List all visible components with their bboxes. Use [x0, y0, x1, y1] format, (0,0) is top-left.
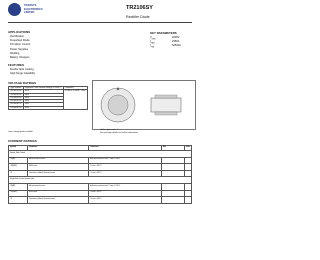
features-heading: FEATURES: [8, 63, 24, 67]
table-row: TR2106SY30 3000: [9, 106, 88, 109]
outline-caption-note: See package details for further information.: [100, 132, 139, 134]
column-header: Max.: [161, 146, 184, 151]
key-param-ifav: $I_{F(AV)}$ 2950A: [150, 40, 180, 45]
table-row: TR2106SY38 3800: [9, 93, 88, 96]
logo-text-2: ELECTRONICS: [24, 7, 43, 11]
voltage-ratings-table: [8, 86, 88, 110]
list-item: Double Side Cooling: [10, 68, 34, 71]
outline-caption: Outline type code : Y: [100, 129, 119, 131]
package-outline-frame: [92, 80, 196, 130]
table-row: I F(AV) Mean forward current Half wave resistive load, T case = 100°C: [9, 157, 192, 164]
table-row: I F Continuous (direct) forward current T case = 100°C: [9, 197, 192, 204]
voltage-ratings-heading: VOLTAGE RATINGS: [8, 81, 37, 85]
header-divider: [8, 22, 192, 23]
table-row: I F(AV) Mean forward current Half wave resistive load, T case = 100°C: [9, 183, 192, 190]
table-row: I F Continuous (direct) forward current T case = 100°C: [9, 170, 192, 177]
table-row: TR2106SY36 3600: [9, 96, 88, 99]
table-row: I F(RMS) RMS value T case = 100°C: [9, 164, 192, 171]
table-row: TR2106SY40 4000 V RSM = V RRM + 100V: [9, 90, 88, 93]
list-item: Power Supplies: [10, 47, 29, 51]
list-item: Welding: [10, 51, 20, 55]
table-row: TR2106SY34 3400: [9, 100, 88, 103]
logo-text-3: LIMITED: [24, 11, 35, 14]
list-item: Rectification: [10, 35, 25, 38]
conditions-cell: V RSM = V RRM + 100V: [63, 90, 87, 110]
column-header: Parameter: [27, 146, 88, 151]
column-header: Symbol: [9, 146, 28, 151]
list-item: Freewheel Diode: [10, 39, 30, 43]
current-ratings-table: [8, 145, 192, 204]
applications-list: [10, 35, 30, 60]
group-row: Double Side Cooled: [9, 151, 192, 158]
column-header: Units: [184, 146, 191, 151]
current-ratings-heading: CURRENT RATINGS: [8, 139, 37, 143]
key-parameters-heading: KEY PARAMETERS: [150, 31, 177, 35]
table-row: I F(RMS) RMS value T case = 100°C: [9, 190, 192, 197]
key-param-vrrm: $V_{RRM}$ 4000V: [150, 36, 180, 41]
group-row: Single Side Cooled (anode side): [9, 177, 192, 184]
logo-text-1: TRANSYS: [24, 4, 37, 7]
column-header: Type Number: [10, 87, 22, 89]
logo-emblem: [8, 3, 21, 16]
package-outline-drawing: [93, 81, 195, 129]
key-param-ifsm: $I_{FSM}$ 52500A: [150, 44, 181, 49]
document-subtitle: Rectifier Diode: [126, 15, 150, 19]
list-item: DC Motor Control: [10, 43, 31, 47]
voltage-note: Lower voltage grades available.: [8, 131, 34, 133]
column-header: Conditions: [63, 87, 87, 90]
applications-heading: APPLICATIONS: [8, 30, 31, 34]
features-list: [10, 68, 35, 76]
part-number: TR2106SY: [126, 5, 153, 11]
column-header: Conditions: [88, 146, 161, 151]
company-logo: [8, 3, 66, 17]
list-item: High Surge Capability: [10, 72, 36, 76]
list-item: Battery Chargers: [10, 56, 30, 60]
table-row: TR2106SY32 3200: [9, 103, 88, 106]
column-header: Repetitive Peak Reverse Voltage V RRM V: [23, 87, 63, 90]
